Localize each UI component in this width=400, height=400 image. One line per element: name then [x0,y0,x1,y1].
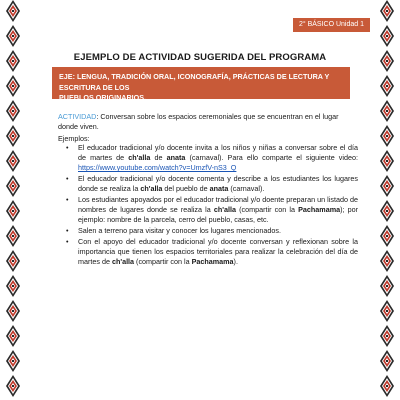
example-text: (carnaval). Para ello comparte el siguiente video: [185,153,358,162]
examples-list [58,143,358,268]
activity-statement [58,112,358,132]
border-motif-icon [380,325,394,347]
example-bold-term: ch'alla [140,184,163,193]
border-motif-icon [6,200,20,222]
border-motif-icon [380,350,394,372]
example-text: Los estudiantes apoyados por el educador tradicional y/o doente preparan un listado de nombres de lugares donde se realiza la [78,195,358,214]
example-text: ); por ejemplo: nombre de la parcela, cerro del pueblo, casas, etc. [78,205,359,224]
axis-line-2: PUEBLOS ORIGINARIOS. [59,93,147,102]
example-text: Salen a terreno para visitar y conocer los lugares mencionados. [78,226,281,235]
border-motif-icon [6,225,20,247]
activity-label: ACTIVIDAD [58,112,97,121]
axis-box [52,67,350,102]
bullet-icon: • [66,143,69,152]
example-item-1 [58,143,358,173]
example-text: (compartir con la [134,257,192,266]
example-bold-term: ch'alla [128,153,151,162]
activity-text: : Conversan sobre los espacios ceremoniales que se encuentran en el lugar donde viven. [58,112,339,131]
border-motif-icon [6,75,20,97]
example-bold-term: ch'alla [111,257,135,266]
border-motif-icon [6,25,20,47]
border-motif-icon [6,0,20,22]
example-bold-term: anata [166,153,186,162]
example-bold-term: anata [209,184,229,193]
border-motif-icon [6,375,20,397]
border-motif-icon [380,300,394,322]
border-motif-icon [380,225,394,247]
example-item-3 [58,195,358,225]
example-text: (carnaval). [228,184,265,193]
example-item-5 [58,237,358,267]
example-text: El educador tradicional y/o docente invita a los niños y niñas a conversar sobre el día de martes de [78,143,358,162]
axis-line-1: EJE: LENGUA, TRADICIÓN ORAL, ICONOGRAFÍA, PRÁCTICAS DE LECTURA Y ESCRITURA DE LOS [59,72,330,92]
bullet-icon: • [66,174,69,183]
border-motif-icon [380,200,394,222]
border-motif-icon [6,350,20,372]
video-link[interactable]: https://www.youtube.com/watch?v=UmzfV-nS3_Q [78,163,237,172]
example-text: ). [233,257,238,266]
page-title: EJEMPLO DE ACTIVIDAD SUGERIDA DEL PROGRAMA [73,52,327,63]
border-motif-icon [380,100,394,122]
example-text: El educador tradicional y/o docente comenta y describe a los estudiantes los lugares donde se realiza la [78,174,358,193]
grade-unit-badge: 2° BÁSICO Unidad 1 [293,18,370,32]
border-motif-icon [6,150,20,172]
border-motif-icon [380,150,394,172]
bullet-icon: • [66,226,69,235]
border-motif-icon [380,75,394,97]
border-motif-icon [380,250,394,272]
example-text: (compartir con la [236,205,299,214]
border-motif-icon [380,0,394,22]
border-motif-icon [6,325,20,347]
bullet-icon: • [66,195,69,204]
border-motif-icon [6,100,20,122]
example-text: Con el apoyo del educador tradicional y/o docente conversan y reflexionan sobre la importancia que tienen los espacios territoriales para realizar la celebración del día de martes de [78,237,358,266]
example-text: de [150,153,167,162]
example-text: del pueblo de [162,184,210,193]
border-motif-icon [380,125,394,147]
border-motif-icon [6,250,20,272]
border-motif-icon [380,175,394,197]
border-motif-icon [380,275,394,297]
border-motif-icon [6,125,20,147]
example-bold-term: Pachamama [191,257,234,266]
bullet-icon: • [66,237,69,246]
border-motif-icon [6,175,20,197]
example-bold-term: ch'alla [213,205,236,214]
example-item-2 [58,174,358,194]
border-motif-icon [380,375,394,397]
border-motif-icon [380,25,394,47]
border-motif-icon [6,300,20,322]
example-item-4 [58,226,358,236]
border-motif-icon [6,275,20,297]
example-bold-term: Pachamama [298,205,341,214]
examples-title: Ejemplos: [58,134,90,143]
